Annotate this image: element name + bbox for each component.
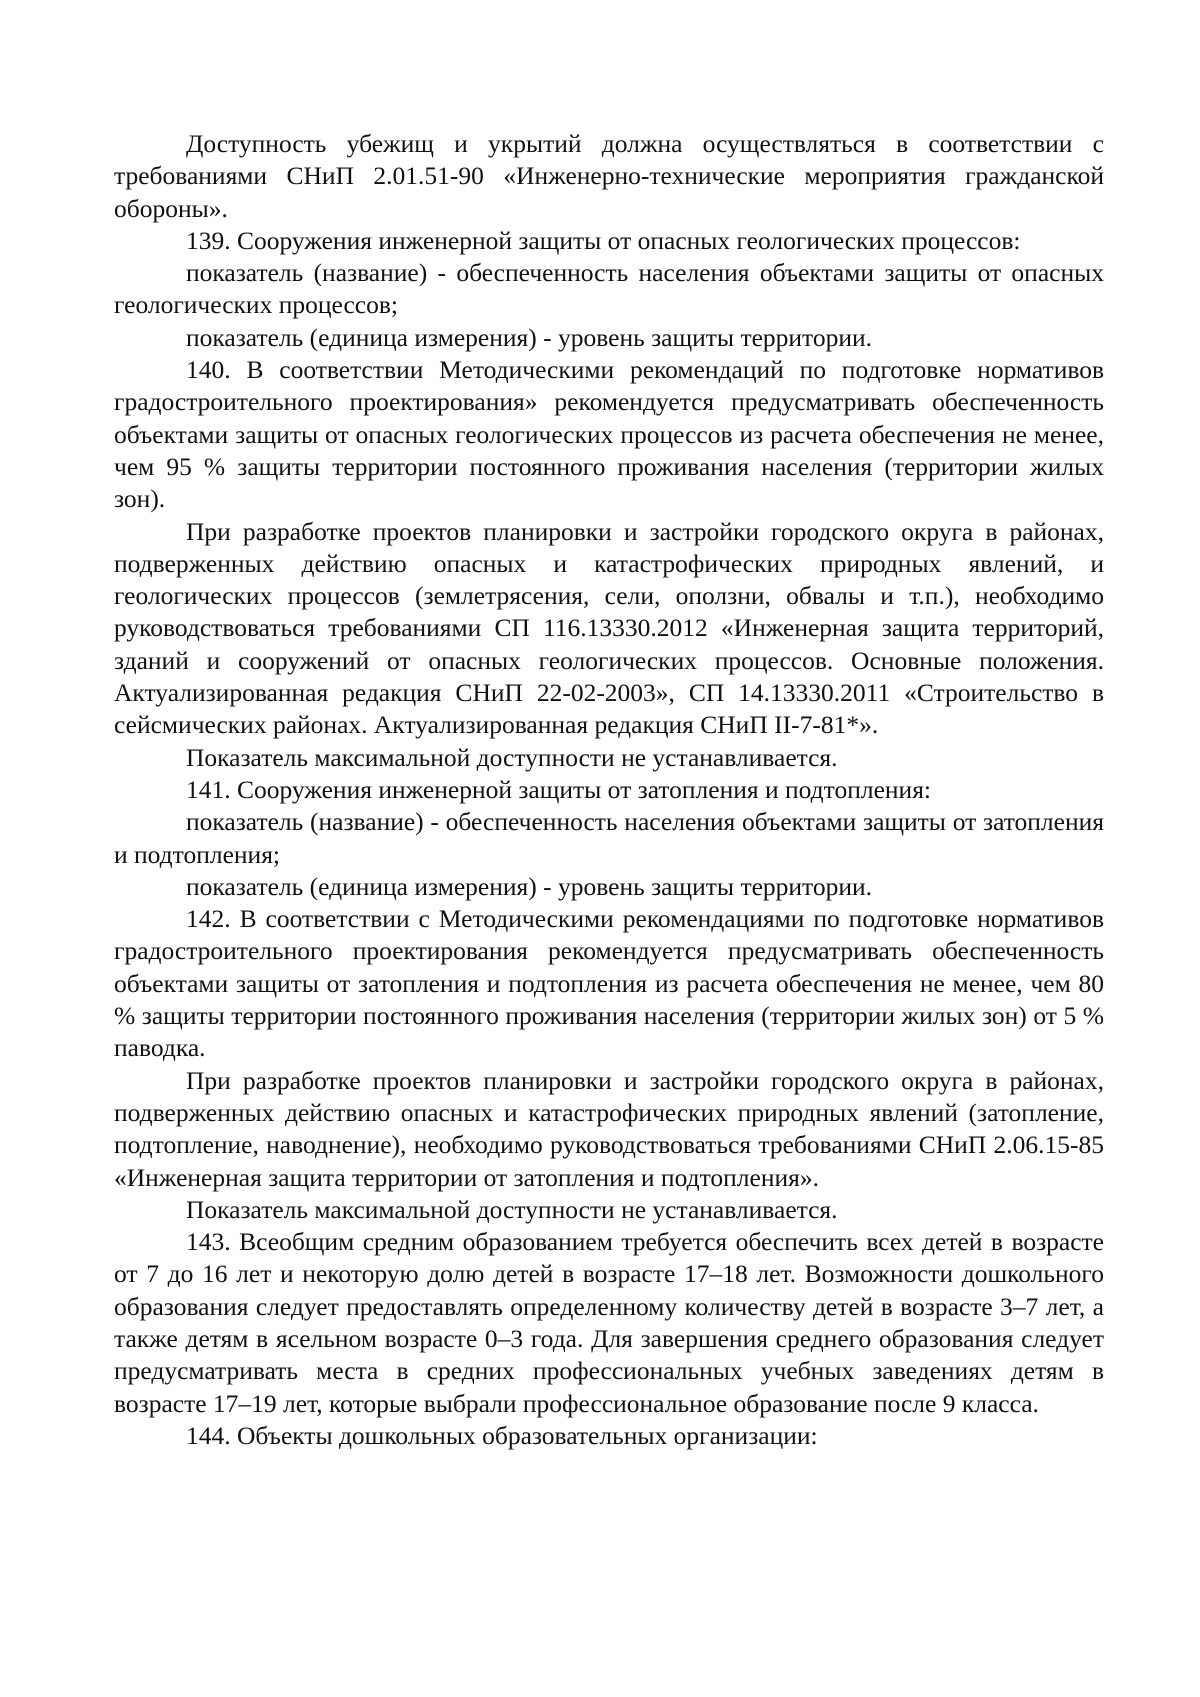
paragraph-item-140: 140. В соответствии Методическими рекомендаций по подготовке нормативов градостроительного проектирования» рекомендуется предусматривать обеспеченность объектами защиты от опасных геологических процессов из расчета обеспечения не менее, чем 95 % защиты территории постоянного проживания населения (территории жилых зон). (114, 355, 1104, 514)
paragraph-indicator-unit-geological: показатель (единица измерения) - уровень защиты территории. (186, 322, 873, 352)
paragraph-item-142: 142. В соответствии с Методическими рекомендациями по подготовке нормативов градостроительного проектирования рекомендуется предусматривать обеспеченность объектами защиты от затопления и подтопления из расчета обеспечения не менее, чем 80 % защиты территории постоянного проживания населения (территории жилых зон) от 5 % паводка. (114, 904, 1104, 1063)
paragraph-item-144: 144. Объекты дошкольных образовательных организации: (186, 1420, 818, 1450)
paragraph-item-141: 141. Сооружения инженерной защиты от затопления и подтопления: (186, 774, 932, 804)
paragraph-max-accessibility-geological: Показатель максимальной доступности не устанавливается. (186, 742, 838, 772)
paragraph-indicator-name-geological: показатель (название) - обеспеченность населения объектами защиты от опасных геологических процессов; (114, 258, 1104, 320)
paragraph-shelter-accessibility: Доступность убежищ и укрытий должна осуществляться в соответствии с требованиями СНиП 2.01.51-90 «Инженерно-технические мероприятия гражданской обороны». (114, 129, 1104, 223)
paragraph-max-accessibility-flooding: Показатель максимальной доступности не устанавливается. (186, 1194, 838, 1224)
paragraph-indicator-name-flooding: показатель (название) - обеспеченность населения объектами защиты от затопления и подтопления; (114, 807, 1104, 869)
paragraph-geological-requirements: При разработке проектов планировки и застройки городского округа в районах, подверженных действию опасных и катастрофических природных явлений, и геологических процессов (землетрясения, сели, оползни, обвалы и т.п.), необходимо руководствоваться требованиями СП 116.13330.2012 «Инженерная защита территорий, зданий и сооружений от опасных геологических процессов. Основные положения. Актуализированная редакция СНиП 22-02-2003», СП 14.13330.2011 «Строительство в сейсмических районах. Актуализированная редакция СНиП II-7-81*». (114, 516, 1104, 740)
paragraph-indicator-unit-flooding: показатель (единица измерения) - уровень защиты территории. (186, 871, 873, 901)
paragraph-item-143: 143. Всеобщим средним образованием требуется обеспечить всех детей в возрасте от 7 до 16 лет и некоторую долю детей в возрасте 17–18 лет. Возможности дошкольного образования следует предоставлять определенному количеству детей в возрасте 3–7 лет, а также детям в ясельном возрасте 0–3 года. Для завершения среднего образования следует предусматривать места в средних профессиональных учебных заведениях детям в возрасте 17–19 лет, которые выбрали профессиональное образование после 9 класса. (114, 1227, 1104, 1418)
paragraph-flooding-requirements: При разработке проектов планировки и застройки городского округа в районах, подверженных действию опасных и катастрофических природных явлений (затопление, подтопление, наводнение), необходимо руководствоваться требованиями СНиП 2.06.15-85 «Инженерная защита территории от затопления и подтопления». (114, 1065, 1104, 1192)
paragraph-item-139: 139. Сооружения инженерной защиты от опасных геологических процессов: (186, 225, 1021, 255)
